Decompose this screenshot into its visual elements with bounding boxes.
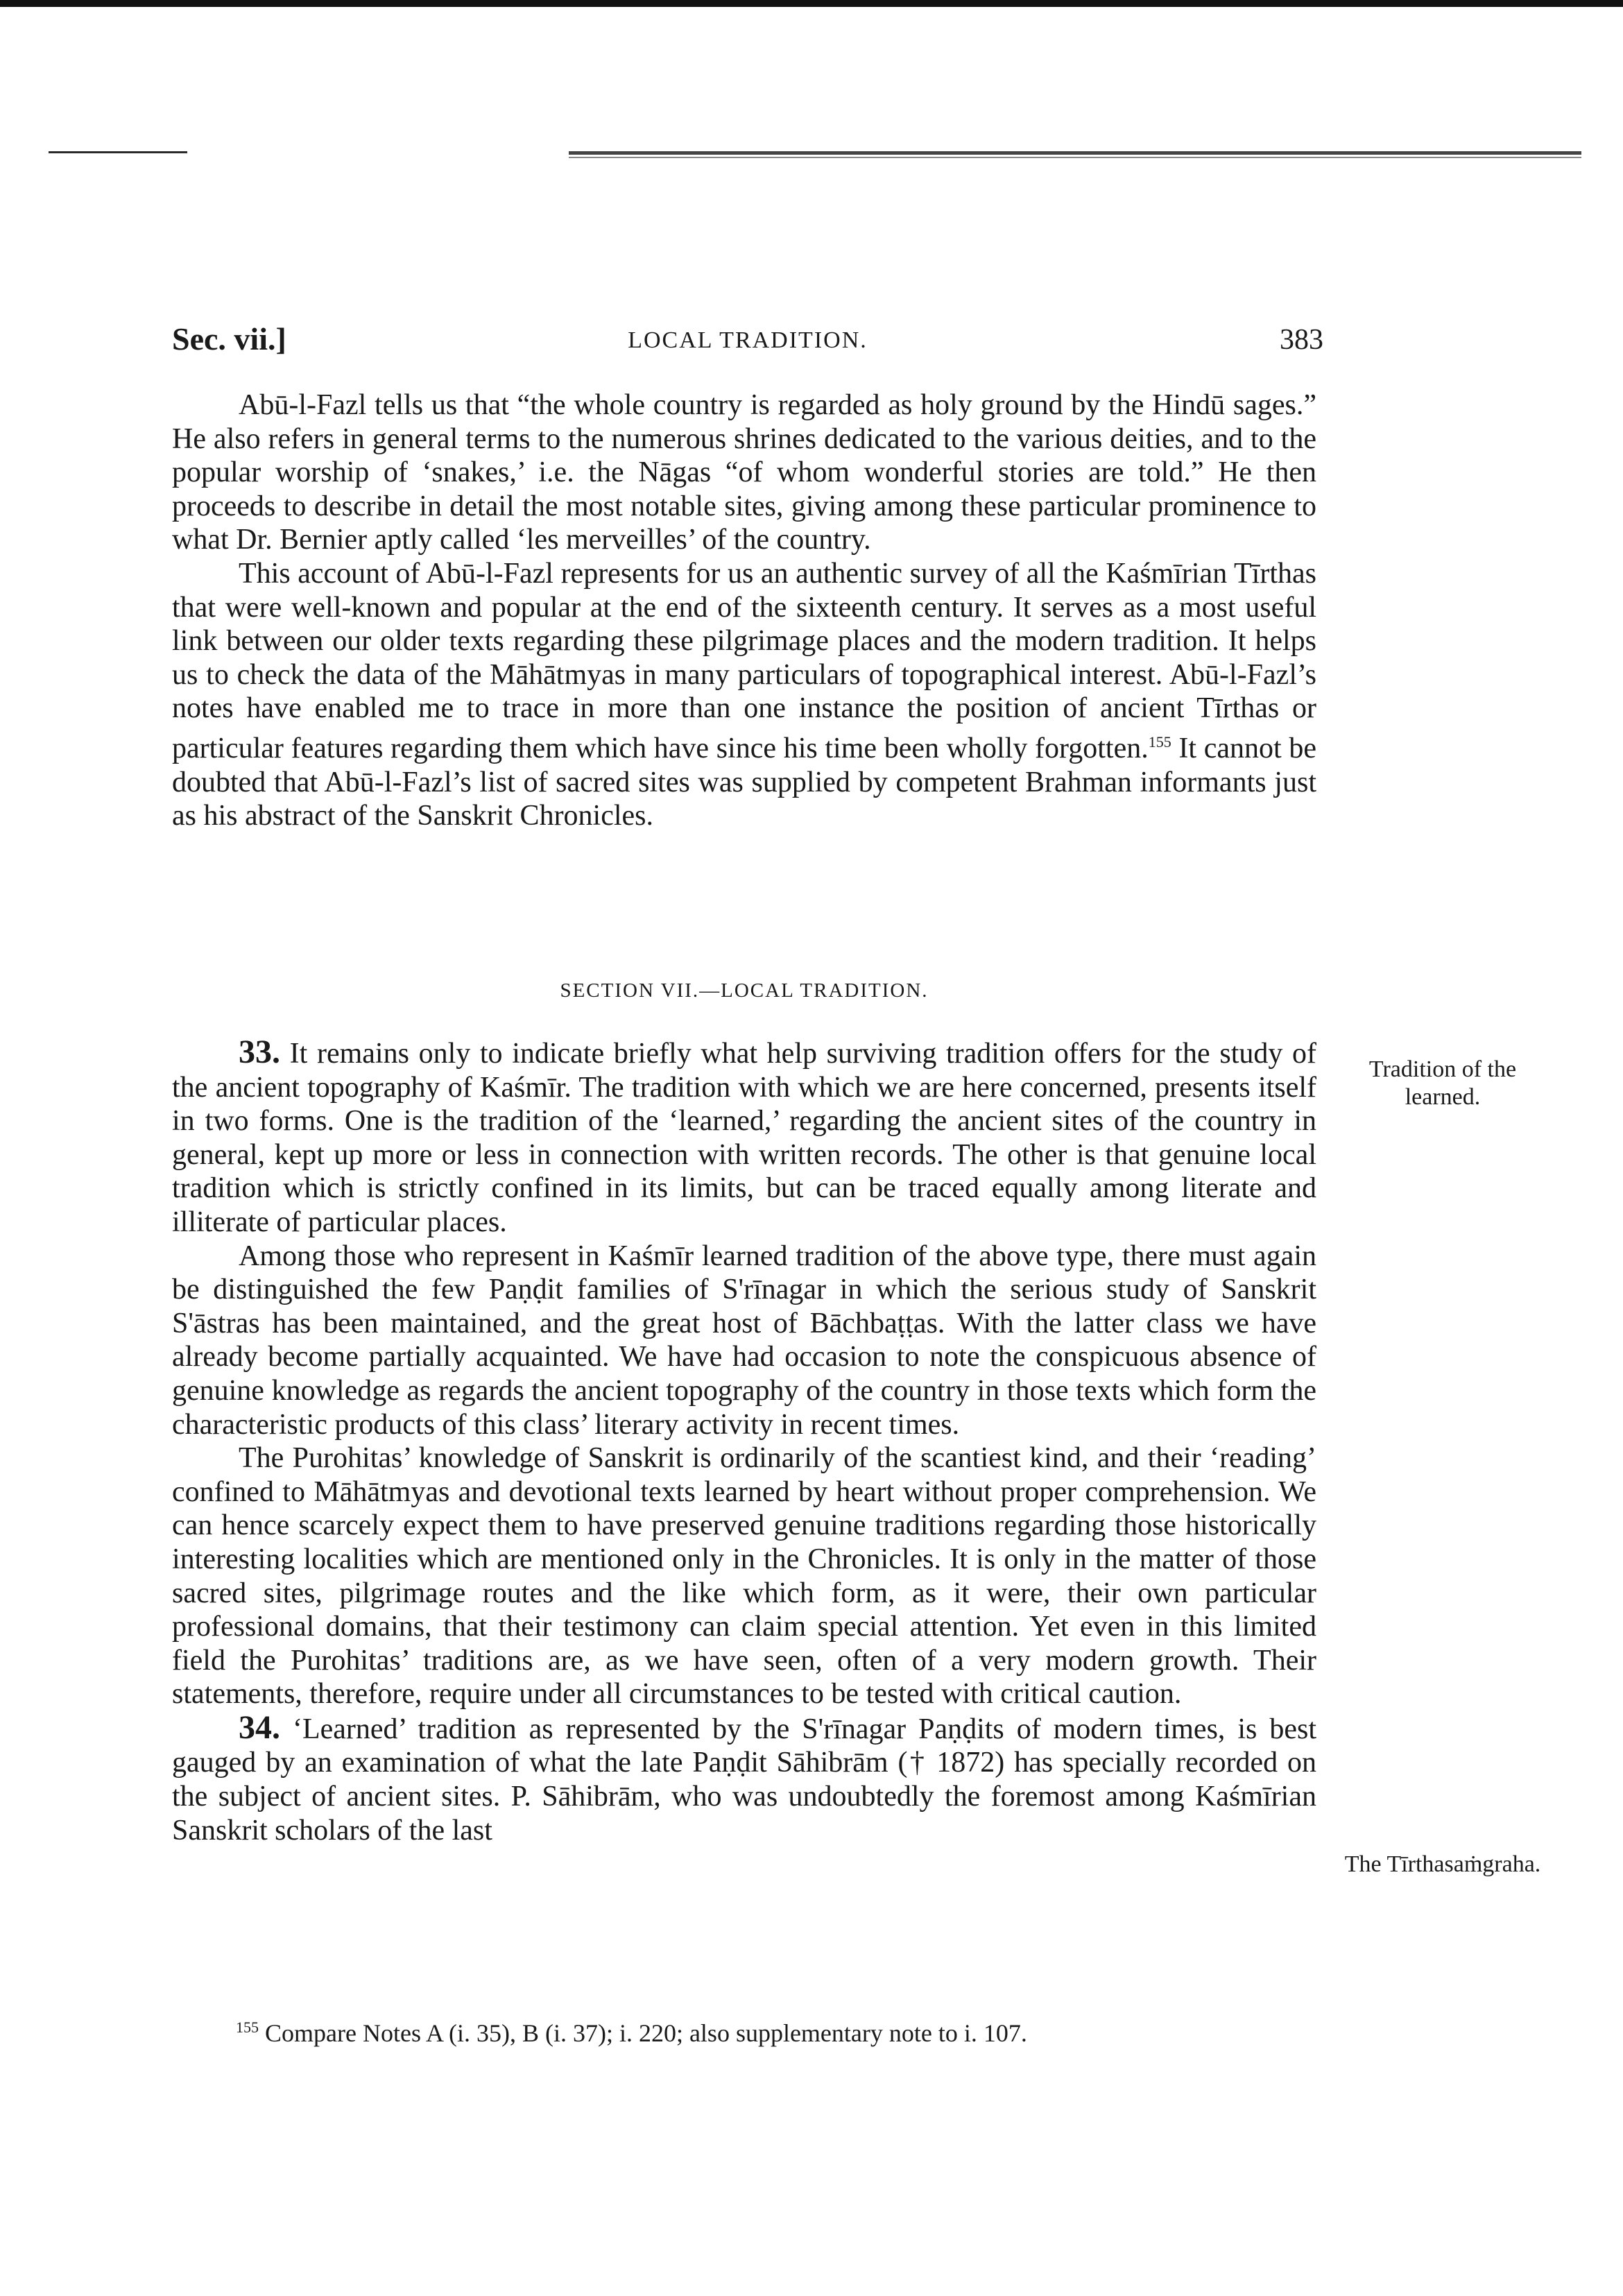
footnote-text: Compare Notes A (i. 35), B (i. 37); i. 220; also supplementary note to i. 107. xyxy=(265,2019,1027,2047)
section-heading: SECTION VII.—LOCAL TRADITION. xyxy=(560,979,929,1002)
header-rule-left xyxy=(49,151,187,153)
running-title: LOCAL TRADITION. xyxy=(628,327,868,353)
page-header xyxy=(172,320,1323,369)
paragraph-number: 33. xyxy=(239,1034,280,1070)
header-rule-right-thin xyxy=(569,157,1581,158)
main-text-block xyxy=(172,1036,1316,1847)
top-text-block xyxy=(172,388,1316,833)
scan-border xyxy=(0,0,1623,7)
paragraph: The Purohitas’ knowledge of Sanskrit is ordinarily of the scantiest kind, and their ‘reading’ confined to Māhātmyas and devotional texts learned by heart without proper comprehension. We can hence scarcely expect them to have preserved genuine traditions regarding those historically interesting localities which are mentioned only in the Chronicles. It is only in the matter of those sacred sites, pilgrimage routes and the like which form, as it were, their own particular professional domains, that their testimony can claim special attention. Yet even in this limited field the Purohitas’ traditions are, as we have seen, often of a very modern growth. Their statements, therefore, require under all circumstances to be tested with critical caution. xyxy=(172,1442,1316,1711)
paragraph: Abū-l-Fazl tells us that “the whole country is regarded as holy ground by the Hindū sages.” He also refers in general terms to the numerous shrines dedicated to the various deities, and to the popular worship of ‘snakes,’ i.e. the Nāgas “of whom wonderful stories are told.” He then proceeds to describe in detail the most notable sites, giving among these particular prominence to what Dr. Bernier aptly called ‘les merveilles’ of the country. xyxy=(172,389,1316,556)
paragraph-text: It remains only to indicate briefly what help surviving tradition offers for the study of the ancient topography of Kaśmīr. The tradition with which we are here concerned, presents itself in two forms. One is the tradition of the ‘learned,’ regarding the ancient sites of the country in general, kept up more or less in connection with written records. The other is that genuine local tradition which is strictly confined in its limits, but can be traced equally among literate and illiterate of particular places. xyxy=(172,1038,1316,1238)
paragraph xyxy=(172,557,1316,833)
paragraph-text: ‘Learned’ tradition as represented by the S'rīnagar Paṇḍits of modern times, is best gauged by an examination of what the late Paṇḍit Sāhibrām († 1872) has specially recorded on the subject of ancient sites. P. Sāhibrām, who was undoubtedly the foremost among Kaśmīrian Sanskrit scholars of the last xyxy=(172,1713,1317,1847)
marginal-note: The Tīrthasaṁgraha. xyxy=(1344,1851,1541,1877)
paragraph xyxy=(172,1708,1317,1847)
marginal-note: Tradition of the learned. xyxy=(1368,1056,1517,1110)
paragraph: Among those who represent in Kaśmīr learned tradition of the above type, there must again be distinguished the few Paṇḍit families of S'rīnagar in which the serious study of Sanskrit S'āstras has been maintained, and the great host of Bāchbaṭṭas. With the latter class we have already become partially acquainted. We have had occasion to note the conspicuous absence of genuine knowledge as regards the ancient topography of the country in those texts which form the characteristic products of this class’ literary activity in recent times. xyxy=(172,1240,1316,1441)
section-label: Sec. vii.] xyxy=(172,321,286,357)
paragraph-text: This account of Abū-l-Fazl represents for us an authentic survey of all the Kaśmīrian Tīrthas that were well-known and popular at the end of the sixteenth century. It serves as a most useful link between our older texts regarding these pilgrimage places and the modern tradition. It helps us to check the data of the Māhātmyas in many particulars of topographical interest. Abū-l-Fazl’s notes have enabled me to trace in more than one instance the position of ancient Tīrthas or particular features regarding them which have since his time been wholly forgotten. xyxy=(172,557,1316,764)
paragraph-text: It cannot be doubted that Abū-l-Fazl’s list of sacred sites was supplied by competent Brahman informants just as his abstract of the Sanskrit Chronicles. xyxy=(172,732,1317,832)
paragraph-number: 34. xyxy=(239,1708,280,1746)
paragraph xyxy=(172,1036,1316,1240)
footnote xyxy=(236,2019,1346,2048)
page-number: 383 xyxy=(1280,324,1323,356)
footnote-mark: 155 xyxy=(236,2019,259,2036)
footnote-reference: 155 xyxy=(1148,733,1171,751)
header-rule-right xyxy=(569,151,1581,155)
